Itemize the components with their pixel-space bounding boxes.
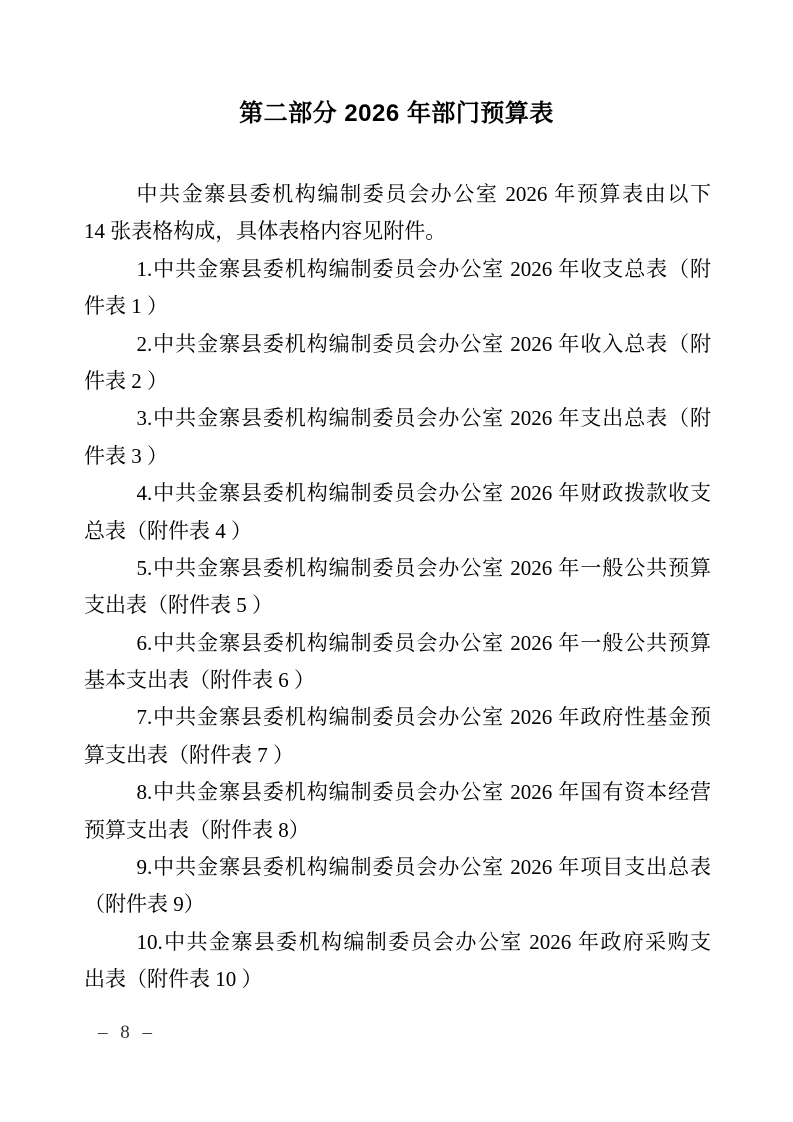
paragraph-line-first: 6.中共金寨县委机构编制委员会办公室 2026 年一般公共预算 (136, 630, 711, 655)
paragraph (84, 924, 711, 999)
paragraph-line: 14 张表格构成，具体表格内容见附件。 (84, 219, 447, 244)
paragraph-line-first: 7.中共金寨县委机构编制委员会办公室 2026 年政府性基金预 (136, 705, 711, 730)
paragraph-line-first: 5.中共金寨县委机构编制委员会办公室 2026 年一般公共预算 (136, 555, 711, 580)
paragraph-line-first: 中共金寨县委机构编制委员会办公室 2026 年预算表由以下 (136, 182, 711, 206)
paragraph (84, 251, 711, 326)
paragraph-line-first: 9.中共金寨县委机构编制委员会办公室 2026 年项目支出总表 (136, 855, 711, 880)
paragraph-line: 出表（附件表 10 ） (84, 967, 263, 992)
paragraph (84, 400, 711, 475)
paragraph-line-first: 2.中共金寨县委机构编制委员会办公室 2026 年收入总表（附 (136, 331, 711, 356)
paragraph (84, 326, 711, 401)
paragraph-line-first: 10.中共金寨县委机构编制委员会办公室 2026 年政府采购支 (136, 929, 711, 954)
paragraph-line: 件表 3 ） (84, 443, 168, 468)
paragraph-line-first: 1.中共金寨县委机构编制委员会办公室 2026 年收支总表（附 (136, 256, 711, 281)
paragraph (84, 625, 711, 700)
paragraph (84, 774, 711, 849)
page-title: 第二部分 2026 年部门预算表 (239, 100, 554, 127)
paragraph-line: （附件表 9） (84, 892, 205, 917)
page-number: – 8 – (98, 1022, 156, 1043)
paragraph-line: 预算支出表（附件表 8） (84, 817, 310, 842)
paragraph-line-first: 3.中共金寨县委机构编制委员会办公室 2026 年支出总表（附 (136, 406, 711, 431)
paragraph-line: 总表（附件表 4 ） (84, 518, 252, 543)
document-body (84, 176, 711, 999)
paragraph-line: 支出表（附件表 5 ） (84, 593, 273, 618)
paragraph-line-first: 4.中共金寨县委机构编制委员会办公室 2026 年财政拨款收支 (136, 481, 711, 506)
paragraph-line: 件表 2 ） (84, 368, 168, 393)
paragraph-line-first: 8.中共金寨县委机构编制委员会办公室 2026 年国有资本经营 (136, 780, 711, 805)
paragraph (84, 550, 711, 625)
paragraph-line: 算支出表（附件表 7 ） (84, 742, 294, 767)
paragraph (84, 475, 711, 550)
paragraph-line: 件表 1 ） (84, 294, 168, 319)
paragraph (84, 176, 711, 251)
paragraph (84, 849, 711, 924)
paragraph-line: 基本支出表（附件表 6 ） (84, 668, 315, 693)
paragraph (84, 699, 711, 774)
